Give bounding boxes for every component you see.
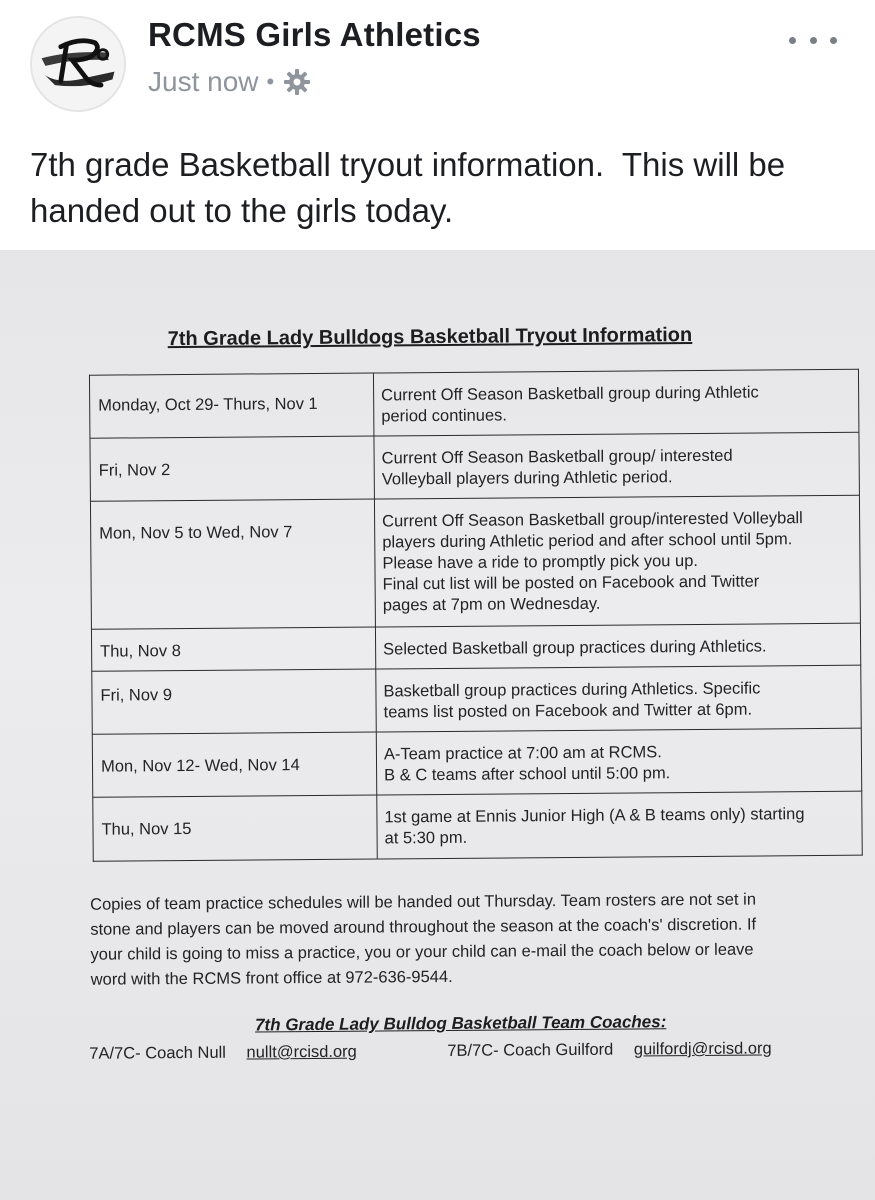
- schedule-description: Current Off Season Basketball group/ interested Volleyball players during Athletic period.: [374, 432, 859, 499]
- schedule-description: Current Off Season Basketball group/interested Volleyball players during Athletic period and after school until 5pm. Please have a ride to promptly pick you up. Final cut list will be posted on Facebook and Twitter pages at 7pm on Wednesday.: [374, 495, 860, 627]
- post-timestamp[interactable]: Just now: [148, 66, 259, 97]
- coaches-heading: 7th Grade Lady Bulldog Basketball Team Coaches:: [254, 1012, 667, 1035]
- post-header: [0, 0, 875, 120]
- rc-logo-icon: [32, 18, 124, 110]
- schedule-date: Thu, Nov 8: [91, 627, 375, 671]
- post-text: 7th grade Basketball tryout information. This will be handed out to the girls today.: [30, 146, 795, 229]
- flyer-note: Copies of team practice schedules will be handed out Thursday. Team rosters are not set in stone and players can be moved around throughout the season at the coach's' discretion. If your child is going to miss a practice, you or your child can e-mail the coach below or leave word with the RCMS front office at 972-636-9544.: [90, 890, 757, 989]
- meta-separator: •: [266, 69, 275, 94]
- post-photo[interactable]: [0, 250, 875, 1200]
- more-dots-icon: [789, 37, 796, 44]
- flyer-document: [0, 250, 875, 1200]
- schedule-date: Monday, Oct 29- Thurs, Nov 1: [89, 373, 373, 438]
- table-row: [93, 791, 862, 861]
- page-name[interactable]: RCMS Girls Athletics: [148, 16, 481, 53]
- schedule-description: Selected Basketball group practices during Athletics.: [375, 623, 860, 669]
- page-avatar[interactable]: [30, 16, 126, 112]
- coach-entry: [447, 1039, 772, 1061]
- schedule-date: Mon, Nov 5 to Wed, Nov 7: [90, 499, 375, 629]
- table-row: [92, 728, 861, 797]
- post-meta: [148, 66, 312, 98]
- schedule-date: Fri, Nov 9: [92, 669, 376, 734]
- schedule-description: A-Team practice at 7:00 am at RCMS. B & C teams after school until 5:00 pm.: [376, 728, 861, 795]
- coach-email: nullt@rcisd.org: [246, 1042, 357, 1062]
- table-row: [90, 495, 860, 629]
- schedule-description: 1st game at Ennis Junior High (A & B teams only) starting at 5:30 pm.: [377, 791, 862, 859]
- schedule-date: Mon, Nov 12- Wed, Nov 14: [92, 732, 376, 797]
- more-options-button[interactable]: [789, 28, 837, 52]
- schedule-description: Basketball group practices during Athletics. Specific teams list posted on Facebook and Twitter at 6pm.: [376, 665, 861, 732]
- coach-name: 7B/7C- Coach Guilford: [447, 1040, 614, 1060]
- flyer-title: 7th Grade Lady Bulldogs Basketball Tryout Information: [167, 324, 693, 351]
- schedule-date: Fri, Nov 2: [90, 436, 374, 501]
- tryout-schedule-table: [89, 369, 863, 862]
- coach-name: 7A/7C- Coach Null: [89, 1043, 226, 1063]
- table-row: [89, 369, 858, 438]
- schedule-date: Thu, Nov 15: [93, 795, 377, 861]
- coach-email: guilfordj@rcisd.org: [633, 1039, 772, 1059]
- table-row: [90, 432, 859, 501]
- coach-entry: [89, 1043, 357, 1064]
- schedule-description: Current Off Season Basketball group during Athletic period continues.: [373, 369, 858, 436]
- gear-icon[interactable]: [282, 67, 312, 97]
- table-row: [92, 665, 861, 734]
- table-row: [91, 623, 860, 671]
